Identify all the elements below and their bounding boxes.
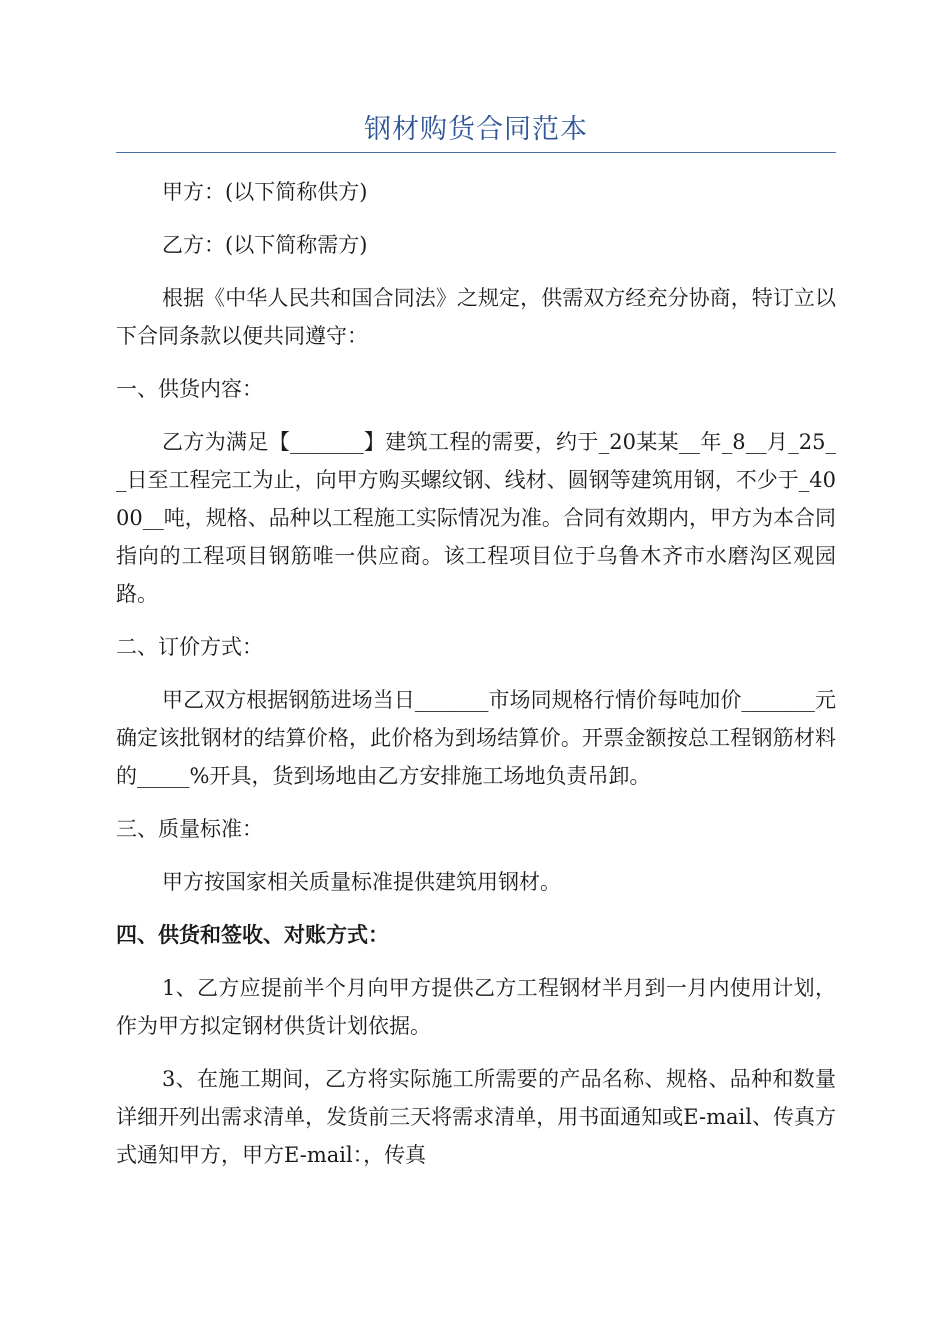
preamble-paragraph: 根据《中华人民共和国合同法》之规定，供需双方经充分协商，特订立以下合同条款以便共同遵守：: [116, 286, 836, 348]
section-heading-pricing: 二、订价方式：: [116, 635, 263, 659]
section-heading-quality: 三、质量标准：: [116, 817, 263, 841]
party-a-line: 甲方：(以下简称供方): [162, 180, 368, 204]
party-b-line: 乙方：(以下简称需方): [162, 233, 368, 257]
pricing-paragraph: 甲乙双方根据钢筋进场当日_______市场同规格行情价每吨加价_______元确定该批钢材的结算价格，此价格为到场结算价。开票金额按总工程钢筋材料的_____%开具，货到场地由乙方安排施工场地负责吊卸。: [116, 688, 836, 788]
document-page: [116, 110, 836, 1189]
quality-paragraph: 甲方按国家相关质量标准提供建筑用钢材。: [162, 870, 561, 894]
supply-content-paragraph: 乙方为满足【_______】建筑工程的需要，约于_20某某__年_8__月_25__日至工程完工为止，向甲方购买螺纹钢、线材、圆钢等建筑用钢，不少于_4000__吨，规格、品种以工程施工实际情况为准。合同有效期内，甲方为本合同指向的工程项目钢筋唯一供应商。该工程项目位于乌鲁木齐市水磨沟区观园路。: [116, 430, 836, 606]
delivery-item-3: 3、在施工期间，乙方将实际施工所需要的产品名称、规格、品种和数量详细开列出需求清单，发货前三天将需求清单，用书面通知或E-mail、传真方式通知甲方，甲方E-mail：，传真: [116, 1067, 836, 1167]
section-heading-supply: 一、供货内容：: [116, 377, 263, 401]
delivery-item-1: 1、乙方应提前半个月向甲方提供乙方工程钢材半月到一月内使用计划，作为甲方拟定钢材供货计划依据。: [116, 976, 836, 1038]
section-heading-delivery: 四、供货和签收、对账方式：: [116, 922, 389, 947]
document-title: 钢材购货合同范本: [116, 110, 836, 153]
